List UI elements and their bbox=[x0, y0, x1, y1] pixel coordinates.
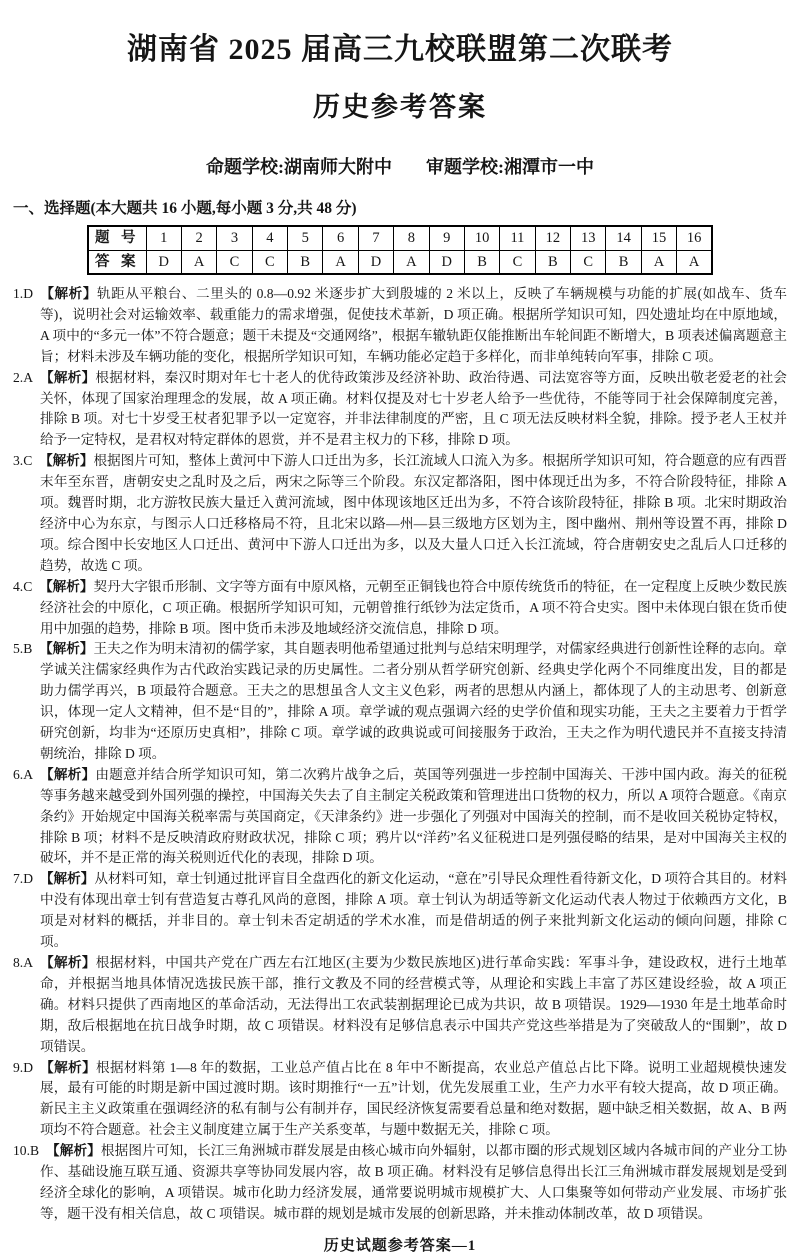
answer-row bbox=[88, 250, 712, 274]
explanation-item bbox=[13, 1058, 787, 1142]
question-number-cell: 7 bbox=[358, 226, 393, 250]
explanation-text: 契丹大字银币形制、文字等方面有中原风格，元朝至正铜钱也符合中原传统货币的特征，在一定程度上反映少数民族经济社会的中原化，C 项正确。根据所学知识可知，元朝曾推行纸钞为法定货币，A 项不符合史实。图中未体现白银在货币使用中加强的趋势，排除 B 项。图中货币未涉及地域经济交流信息，排除 D 项。 bbox=[40, 578, 788, 636]
section-heading: 一、选择题(本大题共 16 小题,每小题 3 分,共 48 分) bbox=[13, 200, 357, 217]
question-answer-label: 4.C bbox=[13, 578, 40, 594]
analysis-tag: 【解析】 bbox=[45, 1143, 101, 1159]
question-answer-label: 5.B bbox=[13, 641, 40, 657]
explanation-item bbox=[13, 639, 787, 764]
answer-cell: A bbox=[394, 250, 429, 274]
question-number-cell: 12 bbox=[535, 226, 570, 250]
question-number-cell: 9 bbox=[429, 226, 464, 250]
explanation-item bbox=[13, 953, 787, 1058]
explanation-item bbox=[13, 765, 787, 870]
explanation-text: 根据材料，中国共产党在广西左右江地区(主要为少数民族地区)进行革命实践：军事斗争，建设政权，进行土地革命，并根据当地具体情况选拔民族干部，推行文教及不同的经营模式等，从理论和实践上丰富了苏区建设经验，故 A 项正确。材料只提供了西南地区的革命活动，无法得出工农武装割据理论已成为共识，故 B 项错误。1929—1930 年是土地革命时期，敌后根据地在抗日战争时期，故 C 项错误。材料没有足够信息表示中国共产党这些举措是为了突破敌人的“围剿”，故 D 项错误。 bbox=[40, 955, 787, 1054]
explanation-text: 从材料可知，章士钊通过批评盲目全盘西化的新文化运动，“意在”引导民众理性看待新文化，D 项符合其目的。材料中没有体现出章士钊有营造复古尊孔风尚的意图，排除 A 项。章士钊认为胡适等新文化运动代表人物过于依赖西方文化，B 项是对材料的概括，并非目的。章士钊未否定胡适的学术水准，而是借胡适的例子来批判新文化运动的倾向问题，排除 C 项。 bbox=[40, 871, 788, 950]
explanation-text: 根据图片可知，长江三角洲城市群发展是由核心城市向外辐射，以都市圈的形式规划区域内各城市间的产业分工协作、基础设施互联互通、资源共享等协同发展内容，故 B 项正确。材料没有足够信息得出长江三角洲城市群发展规划是受到经济全球化的影响，A 项错误。城市化助力经济发展，通常要说明城市规模扩大、人口集聚等如何带动产业发展、市场扩张等，题干没有相关信息，故 C 项错误。城市群的规划是城市发展的创新思路，并未推动体制改革，故 D 项错误。 bbox=[40, 1143, 787, 1221]
answer-cell: D bbox=[358, 250, 393, 274]
analysis-tag: 【解析】 bbox=[39, 766, 96, 782]
answer-cell: D bbox=[429, 250, 464, 274]
analysis-tag: 【解析】 bbox=[39, 641, 94, 657]
page-subtitle: 历史参考答案 bbox=[313, 92, 487, 122]
page-title: 湖南省 2025 届高三九校联盟第二次联考 bbox=[127, 33, 673, 66]
explanation-item bbox=[13, 869, 787, 953]
analysis-tag: 【解析】 bbox=[39, 871, 95, 887]
explanations bbox=[13, 284, 787, 1225]
answer-cell: C bbox=[217, 250, 252, 274]
explanation-item bbox=[13, 284, 787, 368]
question-answer-label: 3.C bbox=[13, 453, 40, 469]
answer-cell: C bbox=[252, 250, 287, 274]
analysis-tag: 【解析】 bbox=[39, 1059, 97, 1075]
question-number-header: 题 号 bbox=[88, 226, 146, 250]
analysis-tag: 【解析】 bbox=[39, 453, 94, 469]
answer-cell: D bbox=[146, 250, 181, 274]
answer-table bbox=[87, 225, 713, 275]
explanation-text: 根据材料第 1—8 年的数据，工业总产值占比在 8 年中不断提高，农业总产值总占比下降。说明工业超规模快速发展，最有可能的时期是新中国过渡时期。该时期推行“一五”计划，优先发展重工业，生产力水平有较大提高，故 D 项正确。新民主主义政策重在强调经济的私有制与公有制并存，国民经济恢复需要看总量和绝对数据，题中缺乏相关数据，故 A、B 两项均不符合题意。社会主义制度建立属于生产关系变革，与题中数据无关，排除 C 项。 bbox=[40, 1059, 788, 1138]
explanation-text: 王夫之作为明末清初的儒学家，其自题表明他希望通过批判与总结宋明理学，对儒家经典进行创新性诠释的志向。章学诚关注儒家经典作为古代政治实践记录的历史属性。二者分别从哲学研究创新、经典史学化两个不同维度出发，目的都是助力儒学再兴，B 项最符合题意。王夫之的思想虽含人文主义色彩，两者的思想从内涵上，都体现了人的主动思考、创新意识，体现一定人文精神，但不是“目的”，排除 A 项。章学诚的观点强调六经的史学价值和现实功能，王夫之主要着力于哲学研究创新，均非为“还原历史真相”，排除 C 项。章学诚的政典说或可间接服务于政治，王夫之作为明代遗民并不直接支持清朝统治，排除 D 项。 bbox=[40, 641, 788, 761]
answer-cell: B bbox=[288, 250, 323, 274]
proposer-school: 命题学校:湖南师大附中 bbox=[206, 157, 392, 177]
schools-line bbox=[13, 153, 787, 179]
answer-cell: B bbox=[464, 250, 499, 274]
answer-cell: C bbox=[500, 250, 535, 274]
question-answer-label: 7.D bbox=[13, 871, 40, 887]
analysis-tag: 【解析】 bbox=[39, 578, 94, 594]
explanation-text: 根据图片可知，整体上黄河中下游人口迁出为多，长江流域人口流入为多。根据所学知识可知，符合题意的应有西晋末年至东晋，唐朝安史之乱时及之后，两宋之际等三个阶段。东汉定都洛阳，图中体现迁出为多，不符合阶段特征，排除 A 项。魏晋时期，北方游牧民族大量迁入黄河流域，图中体现该地区迁出为多，不符合该阶段特征，排除 B 项。北宋时期政治经济中心为东京，与图示人口迁移格局不符，且北宋以路—州—县三级地方区划为主，图中幽州、荆州等设置不再，排除 D 项。综合图中长安地区人口迁出、黄河中下游人口迁出为多，以及大量人口迁入长江流域，符合唐朝安史之乱后人口迁移的趋势，故选 C 项。 bbox=[40, 453, 788, 573]
answer-cell: C bbox=[571, 250, 606, 274]
answer-cell: B bbox=[535, 250, 570, 274]
question-answer-label: 10.B bbox=[13, 1143, 46, 1159]
page-footer: 历史试题参考答案—1 bbox=[323, 1237, 477, 1254]
analysis-tag: 【解析】 bbox=[39, 369, 96, 385]
explanation-text: 根据材料，秦汉时期对年七十老人的优待政策涉及经济补助、政治待遇、司法宽容等方面，反映出敬老爱老的社会关怀，体现了国家治理理念的发展，故 A 项正确。材料仅提及对七十岁老人给予一些优待，不能等同于社会保障制度完善，排除 B 项。对七十岁受王杖者犯罪予以一定宽容，并非法律制度的严密，且 C 项无法反映材料全貌，排除。授予老人王杖并给予一定特权，是君权对特定群体的恩赏，并不是君主权力的下移，排除 D 项。 bbox=[40, 369, 788, 448]
explanation-item bbox=[13, 577, 787, 640]
answer-cell: A bbox=[323, 250, 358, 274]
explanation-item bbox=[13, 451, 787, 576]
answer-cell: A bbox=[677, 250, 712, 274]
analysis-tag: 【解析】 bbox=[39, 955, 96, 970]
question-answer-label: 9.D bbox=[13, 1059, 40, 1075]
question-answer-label: 6.A bbox=[13, 766, 40, 782]
question-answer-label: 2.A bbox=[13, 369, 40, 385]
explanation-item bbox=[13, 368, 787, 452]
answer-header: 答 案 bbox=[88, 250, 146, 274]
explanation-text: 由题意并结合所学知识可知，第二次鸦片战争之后，英国等列强进一步控制中国海关、干涉中国内政。海关的征税等事务越来越受到外国列强的操控，中国海关失去了自主制定关税政策和管理进出口货物的权力，所以 A 项符合题意。《南京条约》开始规定中国海关税率需与英国商定，《天津条约》进一步强化了列强对中国海关的控制，而不是收回关税协定特权，排除 B 项；材料不是反映清政府财政状况，排除 C 项；鸦片以“洋药”名义征税进口是列强侵略的结果，是对中国海关主权的破坏，并不是正常的海关税则近代化的表现，排除 D 项。 bbox=[40, 766, 787, 866]
question-answer-label: 1.D bbox=[13, 286, 40, 301]
question-number-cell: 3 bbox=[217, 226, 252, 250]
question-number-cell: 11 bbox=[500, 226, 535, 250]
answer-cell: A bbox=[641, 250, 676, 274]
reviewer-school: 审题学校:湘潭市一中 bbox=[426, 157, 594, 177]
explanation-item bbox=[13, 1141, 787, 1225]
question-answer-label: 8.A bbox=[13, 955, 40, 970]
question-number-cell: 13 bbox=[571, 226, 606, 250]
answer-cell: B bbox=[606, 250, 641, 274]
question-number-cell: 15 bbox=[641, 226, 676, 250]
question-number-row bbox=[88, 226, 712, 250]
analysis-tag: 【解析】 bbox=[39, 286, 97, 301]
question-number-cell: 5 bbox=[288, 226, 323, 250]
question-number-cell: 4 bbox=[252, 226, 287, 250]
explanation-text: 轨距从平粮台、二里头的 0.8—0.92 米逐步扩大到殷墟的 2 米以上，反映了车辆规模与功能的扩展(如战车、货车等)，说明社会对运输效率、载重能力的需求增强，促使技术革新，D 项正确。根据所学知识可知，四处遗址均在中原地域，A 项中的“多元一体”不符合题意；题干未提及“交通网络”，根据车辙轨距仅能推断出车轮间距不断增大，B 项表述偏离题意主旨；材料未涉及车辆功能的变化，根据所学知识可知，车辆功能必定趋于多样化，而非单纯转向军事，排除 C 项。 bbox=[40, 286, 788, 364]
question-number-cell: 8 bbox=[394, 226, 429, 250]
question-number-cell: 16 bbox=[677, 226, 712, 250]
question-number-cell: 1 bbox=[146, 226, 181, 250]
question-number-cell: 2 bbox=[181, 226, 216, 250]
question-number-cell: 14 bbox=[606, 226, 641, 250]
question-number-cell: 10 bbox=[464, 226, 499, 250]
answer-cell: A bbox=[181, 250, 216, 274]
question-number-cell: 6 bbox=[323, 226, 358, 250]
